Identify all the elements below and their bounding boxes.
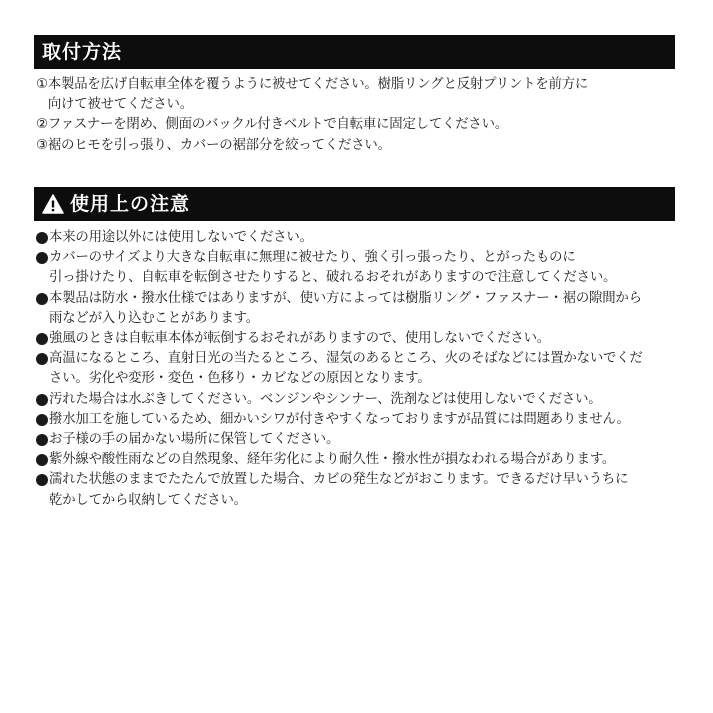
bullet-icon (36, 454, 48, 466)
bullet-icon (36, 333, 48, 345)
caution-text-line: 濡れた状態のままでたたんで放置した場合、カビの発生などがおこります。できるだけ早いうちに (49, 472, 629, 488)
caution-text-line: カバーのサイズより大きな自転車に無理に被せたり、強く引っ張ったり、とがったものに (49, 250, 576, 266)
caution-item (36, 450, 676, 470)
caution-text-line: 高温になるところ、直射日光の当たるところ、湿気のあるところ、火のそばなどには置かないでくだ (49, 351, 643, 367)
caution-text-line: 汚れた場合は水ぶきしてください。ベンジンやシンナー、洗剤などは使用しないでください。 (49, 391, 602, 407)
caution-text-line: 本来の用途以外には使用しないでください。 (49, 230, 313, 245)
install-section-header (34, 35, 675, 69)
caution-text-line: 強風のときは自転車本体が転倒するおそれがありますので、使用しないでください。 (49, 331, 550, 347)
caution-text-line: 引っ掛けたり、自転車を転倒させたりすると、破れるおそれがありますので注意してください。 (49, 270, 617, 286)
caution-section-header (34, 187, 675, 221)
bullet-icon (36, 293, 48, 305)
caution-item (36, 410, 676, 430)
caution-item (36, 349, 676, 389)
step-text-line: 向けて被せてください。 (47, 97, 193, 113)
install-step (36, 115, 676, 135)
caution-text-line: 紫外線や酸性雨などの自然現象、経年劣化により耐久性・撥水性が損なわれる場合があります。 (49, 452, 616, 468)
bullet-icon (36, 474, 48, 486)
caution-text-line: 撥水加工を施しているため、細かいシワが付きやすくなっておりますが品質には問題ありません。 (49, 411, 630, 427)
caution-item (36, 329, 676, 349)
install-step (36, 75, 676, 115)
bullet-icon (36, 353, 48, 365)
caution-item (36, 430, 676, 450)
caution-heading: 使用上の注意 (70, 192, 191, 215)
step-number: ② (36, 117, 48, 133)
bullet-icon (36, 232, 48, 244)
caution-item (36, 248, 676, 288)
install-step (36, 136, 676, 156)
caution-item (36, 228, 676, 248)
step-text-line: 本製品を広げ自転車全体を覆うように被せてください。樹脂リングと反射プリントを前方に (47, 77, 589, 92)
step-text-line: 裾のヒモを引っ張り、カバーの裾部分を絞ってください。 (47, 137, 391, 153)
caution-item (36, 289, 676, 329)
step-number: ③ (36, 137, 48, 153)
bullet-icon (36, 394, 48, 406)
caution-text-line: 雨などが入り込むことがあります。 (49, 310, 259, 326)
step-number: ① (36, 77, 48, 92)
step-text-line: ファスナーを閉め、側面のバックル付きベルトで自転車に固定してください。 (47, 117, 509, 133)
caution-item (36, 390, 676, 410)
bullet-icon (36, 434, 48, 446)
caution-text-line: さい。劣化や変形・変色・色移り・カビなどの原因となります。 (49, 371, 431, 387)
caution-text-line: 本製品は防水・撥水仕様ではありますが、使い方によっては樹脂リング・ファスナー・裾の隙間から (49, 290, 642, 306)
caution-item (36, 470, 676, 510)
install-steps-list (36, 75, 676, 156)
caution-text-line: 乾かしてから収納してください。 (49, 492, 247, 508)
caution-list (36, 228, 676, 511)
bullet-icon (36, 252, 48, 264)
bullet-icon (36, 414, 48, 426)
caution-text-line: お子様の手の届かない場所に保管してください。 (49, 432, 340, 448)
install-heading: 取付方法 (42, 40, 123, 63)
warning-icon (42, 194, 64, 214)
